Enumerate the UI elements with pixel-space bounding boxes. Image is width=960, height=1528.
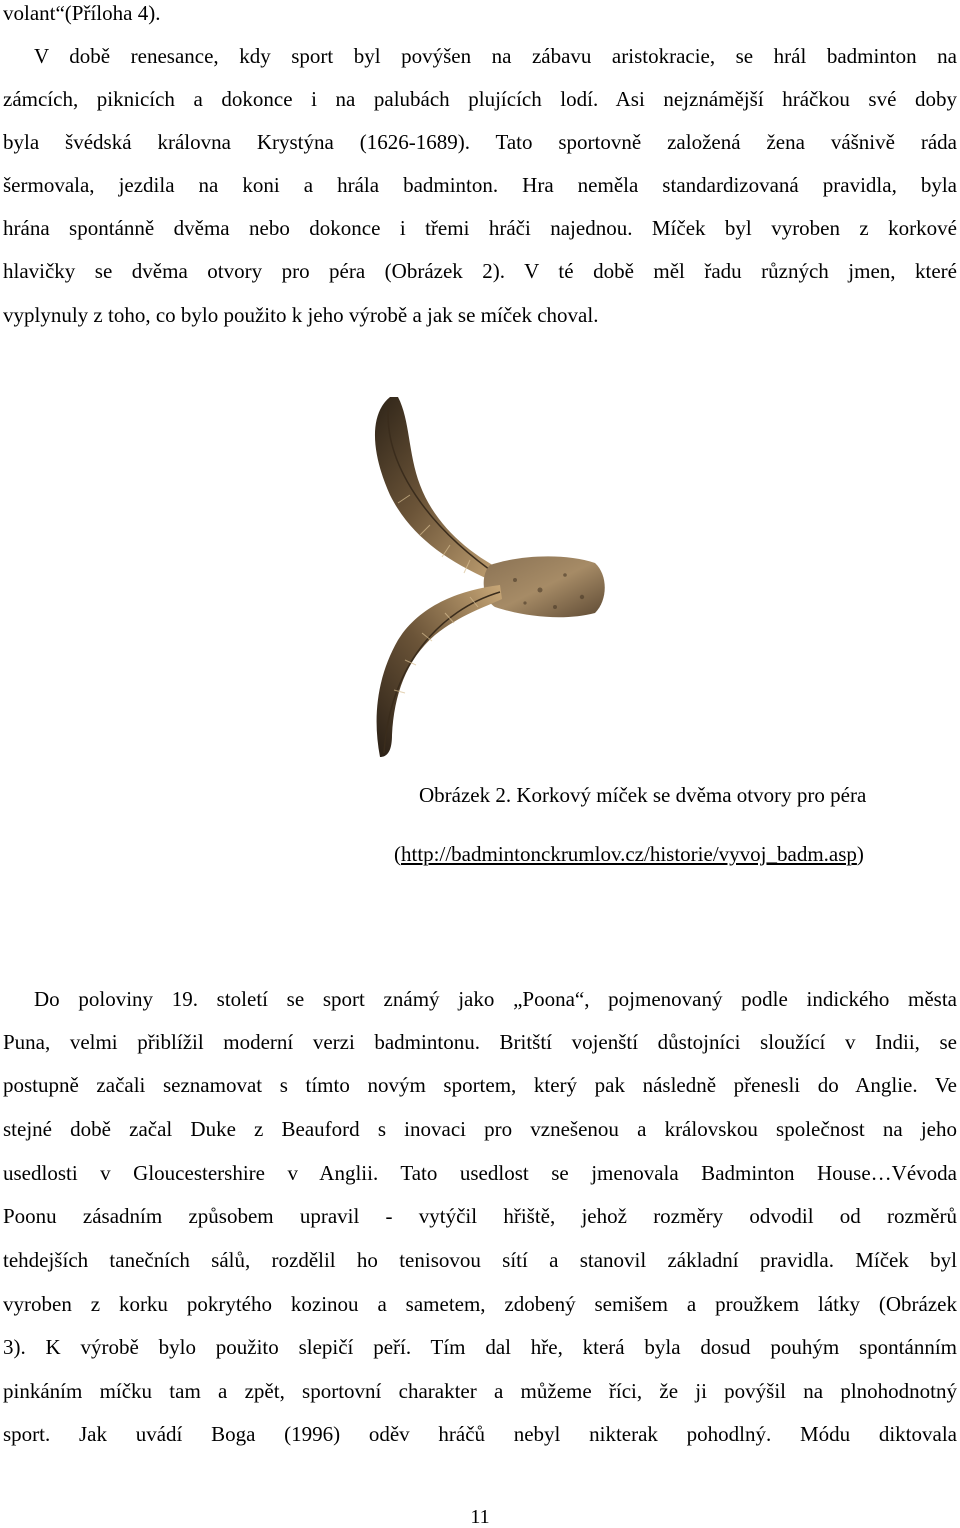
source-open-paren: (	[394, 842, 401, 866]
text-line: byla švédská královna Krystýna (1626-1689). Tato sportovně založená žena vášnivě ráda	[3, 130, 957, 154]
text-line: zámcích, piknicích a dokonce i na palubách plujících lodí. Asi nejznámější hráčkou své doby	[3, 87, 957, 111]
figure-caption: Obrázek 2. Korkový míček se dvěma otvory pro péra	[419, 783, 867, 807]
text-line: pinkáním míčku tam a zpět, sportovní charakter a můžeme říci, že ji povýšil na plnohodnotný	[3, 1379, 957, 1403]
text-line: Puna, velmi přiblížil moderní verzi badmintonu. Britští vojenští důstojníci sloužící v Indii, se	[3, 1030, 957, 1054]
page-number: 11	[470, 1506, 490, 1528]
text-line: stejné době začal Duke z Beauford s inovaci pro vznešenou a královskou společnost na jeho	[3, 1117, 957, 1141]
text-line: Do poloviny 19. století se sport známý jako „Poona“, pojmenovaný podle indického města	[34, 987, 957, 1011]
text-line: vyroben z korku pokrytého kozinou a sametem, zdobený semišem a proužkem látky (Obrázek	[3, 1292, 957, 1316]
source-link[interactable]: http://badmintonckrumlov.cz/historie/vyvoj_badm.asp	[401, 842, 857, 866]
text-line: Poonu zásadním způsobem upravil - vytýčil hřiště, jehož rozměry odvodil od rozměrů	[3, 1204, 957, 1228]
text-line: 3). K výrobě bylo použito slepičí peří. Tím dal hře, která byla dosud pouhým spontánním	[3, 1335, 957, 1359]
text-line: postupně začali seznamovat s tímto novým sportem, který pak následně přenesli do Anglie. Ve	[3, 1073, 957, 1097]
shuttlecock-photo	[350, 385, 610, 765]
text-line: šermovala, jezdila na koni a hrála badminton. Hra neměla standardizovaná pravidla, byla	[3, 173, 957, 197]
text-line: volant“(Příloha 4).	[3, 1, 161, 25]
source-close-paren: )	[856, 842, 864, 866]
text-line: hlavičky se dvěma otvory pro péra (Obrázek 2). V té době měl řadu různých jmen, které	[3, 259, 957, 283]
text-line: V době renesance, kdy sport byl povýšen na zábavu aristokracie, se hrál badminton na	[34, 44, 957, 68]
text-line: tehdejších tanečních sálů, rozdělil ho tenisovou sítí a stanovil základní pravidla. Míček byl	[3, 1248, 957, 1272]
text-line: usedlosti v Gloucestershire v Anglii. Tato usedlost se jmenovala Badminton House…Vévoda	[3, 1161, 957, 1185]
figure-source	[394, 842, 864, 866]
text-line: hrána spontánně dvěma nebo dokonce i třemi hráči najednou. Míček byl vyroben z korkové	[3, 216, 957, 240]
text-line: vyplynuly z toho, co bylo použito k jeho výrobě a jak se míček choval.	[3, 303, 599, 327]
text-line: sport. Jak uvádí Boga (1996) oděv hráčů nebyl nikterak pohodlný. Módu diktovala	[3, 1422, 957, 1446]
